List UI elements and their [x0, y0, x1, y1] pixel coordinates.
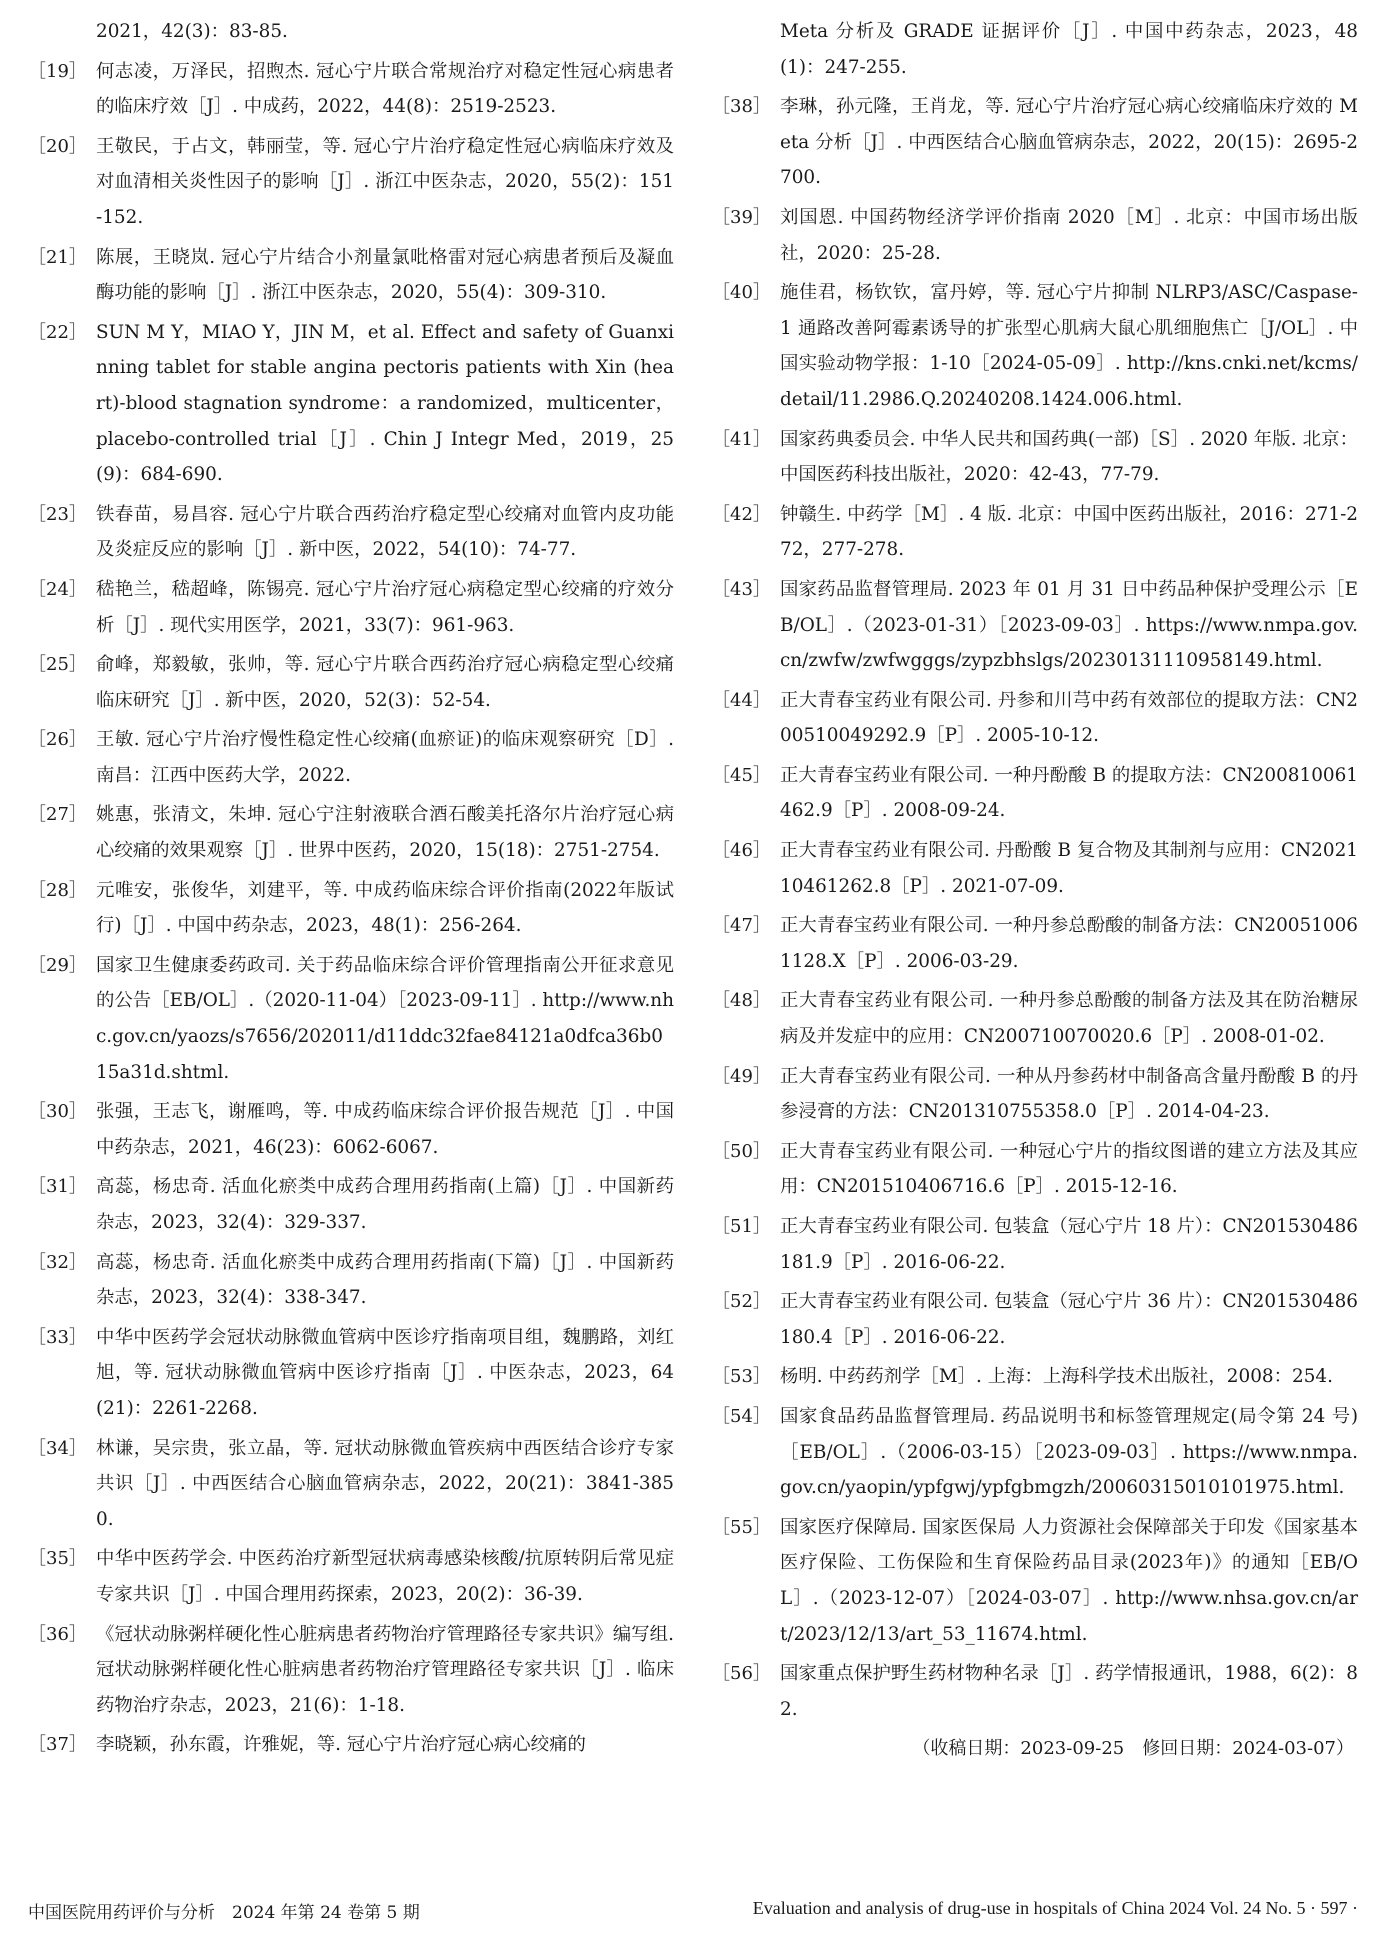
reference-text: 王敏. 冠心宁片治疗慢性稳定性心绞痛(血瘀证)的临床观察研究［D］. 南昌：江西中医药大学，2022. [96, 729, 674, 786]
reference-number: ［32］ [28, 1251, 87, 1273]
reference-text: 铁春苗，易昌容. 冠心宁片联合西药治疗稳定型心绞痛对血管内皮功能及炎症反应的影响［J］. 新中医，2022，54(10)：74-77. [96, 503, 674, 561]
reference-entry [712, 983, 1358, 1054]
reference-entry [712, 1656, 1358, 1727]
reference-entry [28, 572, 674, 643]
reference-entry [712, 1399, 1358, 1506]
reference-number: ［30］ [28, 1101, 87, 1123]
reference-number: ［23］ [28, 503, 87, 525]
reference-text: 元唯安，张俊华，刘建平，等. 中成药临床综合评价指南(2022年版试行)［J］. 中国中药杂志，2023，48(1)：256-264. [96, 879, 674, 937]
reference-number: ［31］ [28, 1176, 87, 1198]
reference-number: ［43］ [712, 578, 771, 600]
reference-text: 正大青春宝药业有限公司. 一种丹酚酸 B 的提取方法：CN200810061462.9［P］. 2008-09-24. [780, 764, 1358, 822]
reference-number: ［51］ [712, 1216, 771, 1237]
reference-number: ［25］ [28, 654, 87, 676]
reference-entry [712, 683, 1358, 754]
reference-number: ［40］ [712, 282, 771, 304]
reference-number: ［54］ [712, 1405, 771, 1427]
reference-number: ［27］ [28, 804, 87, 826]
reference-text: 李琳，孙元隆，王肖龙，等. 冠心宁片治疗冠心病心绞痛临床疗效的 Meta 分析［J］. 中西医结合心脑血管病杂志，2022，20(15)：2695-2700. [780, 96, 1358, 189]
reference-entry [712, 200, 1358, 271]
reference-entry [712, 572, 1358, 679]
reference-entry [712, 833, 1358, 904]
reference-number: ［36］ [28, 1623, 87, 1645]
reference-number: ［19］ [28, 60, 87, 82]
reference-number: ［37］ [28, 1734, 87, 1756]
reference-number: ［50］ [712, 1140, 771, 1162]
reference-entry [28, 647, 674, 718]
reference-text: 施佳君，杨钦钦，富丹婷，等. 冠心宁片抑制 NLRP3/ASC/Caspase-1 通路改善阿霉素诱导的扩张型心肌病大鼠心肌细胞焦亡［J/OL］. 中国实验动物学报：1-10［2024-05-09］. http://kns.cnki.net/kcms/detail/11.2986.Q.20240208.1424.006.html. [780, 282, 1358, 410]
reference-entry [28, 240, 674, 311]
reference-number: ［26］ [28, 729, 87, 751]
reference-entry [712, 908, 1358, 979]
reference-number: ［21］ [28, 246, 87, 268]
reference-entry [28, 1617, 674, 1724]
reference-entry [712, 1510, 1358, 1652]
page-footer [28, 1898, 1358, 1928]
reference-number: ［35］ [28, 1548, 87, 1570]
reference-number: ［29］ [28, 954, 87, 976]
reference-entry [28, 1727, 674, 1763]
reference-text: 李晓颖，孙东霞，许雅妮，等. 冠心宁片治疗冠心病心绞痛的 [96, 1734, 586, 1756]
reference-entry [28, 797, 674, 868]
reference-number: ［34］ [28, 1437, 87, 1459]
reference-text: 高蕊，杨忠奇. 活血化瘀类中成药合理用药指南(下篇)［J］. 中国新药杂志，2023，32(4)：338-347. [96, 1251, 674, 1309]
reference-text: 杨明. 中药药剂学［M］. 上海：上海科学技术出版社，2008：254. [780, 1366, 1333, 1388]
reference-text: 正大青春宝药业有限公司. 一种从丹参药材中制备高含量丹酚酸 B 的丹参浸膏的方法：CN201310755358.0［P］. 2014-04-23. [780, 1065, 1358, 1123]
journal-name-footer: 中国医院用药评价与分析 2024 年第 24 卷第 5 期 [28, 1903, 420, 1923]
reference-number: ［46］ [712, 840, 771, 862]
reference-entry [712, 275, 1358, 417]
reference-entry [712, 497, 1358, 568]
reference-number: ［28］ [28, 879, 87, 901]
reference-number: ［24］ [28, 578, 87, 600]
reference-number: ［45］ [712, 764, 771, 786]
reference-number: ［55］ [712, 1516, 771, 1538]
reference-number: ［47］ [712, 915, 771, 937]
reference-entry [28, 1320, 674, 1427]
reference-text: 姚惠，张清文，朱坤. 冠心宁注射液联合酒石酸美托洛尔片治疗冠心病心绞痛的效果观察［J］. 世界中医药，2020，15(18)：2751-2754. [96, 804, 674, 862]
reference-number: ［52］ [712, 1291, 771, 1313]
reference-entry [712, 758, 1358, 829]
reference-entry [28, 1431, 674, 1538]
reference-text: 正大青春宝药业有限公司. 包装盒（冠心宁片 18 片）：CN201530486181.9［P］. 2016-06-22. [780, 1216, 1358, 1273]
reference-entry [712, 1284, 1358, 1355]
references-left-column [28, 14, 674, 1767]
reference-text: 中华中医药学会冠状动脉微血管病中医诊疗指南项目组，魏鹏路，刘红旭，等. 冠状动脉微血管病中医诊疗指南［J］. 中医杂志，2023，64(21)：2261-2268. [96, 1326, 674, 1419]
reference-text: 国家药典委员会. 中华人民共和国药典(一部)［S］. 2020 年版. 北京：中国医药科技出版社，2020：42-43，77-79. [780, 428, 1358, 486]
reference-text: 正大青春宝药业有限公司. 丹酚酸 B 复合物及其制剂与应用：CN202110461262.8［P］. 2021-07-09. [780, 840, 1358, 897]
reference-text: 国家医疗保障局. 国家医保局 人力资源社会保障部关于印发《国家基本医疗保险、工伤保险和生育保险药品目录(2023年)》的通知［EB/OL］.（2023-12-07）［2024-03-07］. http://www.nhsa.gov.cn/art/2023/12/13/art_53_11674.html. [780, 1516, 1358, 1645]
reference-text: 嵇艳兰，嵇超峰，陈锡亮. 冠心宁片治疗冠心病稳定型心绞痛的疗效分析［J］. 现代实用医学，2021，33(7)：961-963. [96, 578, 674, 636]
reference-text: 2021，42(3)：83-85. [96, 21, 288, 42]
reference-number: ［44］ [712, 689, 771, 711]
reference-text: 张强，王志飞，谢雁鸣，等. 中成药临床综合评价报告规范［J］. 中国中药杂志，2021，46(23)：6062-6067. [96, 1101, 674, 1158]
reference-number: ［38］ [712, 96, 771, 118]
reference-number: ［20］ [28, 135, 87, 157]
reference-text: Meta 分析及 GRADE 证据评价［J］. 中国中药杂志，2023，48(1)：247-255. [780, 21, 1358, 78]
reference-text: 国家卫生健康委药政司. 关于药品临床综合评价管理指南公开征求意见的公告［EB/OL］.（2020-11-04）［2023-09-11］. http://www.nhc.gov.cn/yaozs/s7656/202011/d11ddc32fae84121a0dfca36b015a31d.shtml. [96, 954, 674, 1083]
reference-number: ［53］ [712, 1366, 771, 1388]
reference-text: 正大青春宝药业有限公司. 丹参和川芎中药有效部位的提取方法：CN200510049292.9［P］. 2005-10-12. [780, 689, 1358, 747]
journal-english-footer: Evaluation and analysis of drug-use in hospitals of China 2024 Vol. 24 No. 5 · 597 · [752, 1898, 1358, 1918]
reference-number: ［33］ [28, 1326, 87, 1348]
reference-number: ［39］ [712, 206, 771, 228]
reference-text: 国家药品监督管理局. 2023 年 01 月 31 日中药品种保护受理公示［EB/OL］.（2023-01-31）［2023-09-03］. https://www.nmpa.gov.cn/zwfw/zwfwgggs/zypzbhslgs/20230131110958149.html. [780, 578, 1358, 672]
reference-text: 《冠状动脉粥样硬化性心脏病患者药物治疗管理路径专家共识》编写组. 冠状动脉粥样硬化性心脏病患者药物治疗管理路径专家共识［J］. 临床药物治疗杂志，2023，21(6)：1-18. [96, 1623, 674, 1716]
reference-number: ［49］ [712, 1065, 771, 1087]
reference-number: ［48］ [712, 990, 771, 1012]
reference-text: 正大青春宝药业有限公司. 一种冠心宁片的指纹图谱的建立方法及其应用：CN201510406716.6［P］. 2015-12-16. [780, 1140, 1358, 1198]
reference-entry [712, 1134, 1358, 1205]
reference-entry [28, 54, 674, 125]
reference-number: ［42］ [712, 503, 771, 525]
reference-entry [712, 422, 1358, 493]
reference-text: 正大青春宝药业有限公司. 一种丹参总酚酸的制备方法及其在防治糖尿病及并发症中的应用：CN200710070020.6［P］. 2008-01-02. [780, 990, 1358, 1048]
reference-text: 陈展，王晓岚. 冠心宁片结合小剂量氯吡格雷对冠心病患者预后及凝血酶功能的影响［J］. 浙江中医杂志，2020，55(4)：309-310. [96, 246, 674, 304]
reference-number: ［41］ [712, 428, 771, 450]
reference-text: 林谦，吴宗贵，张立晶，等. 冠状动脉微血管疾病中西医结合诊疗专家共识［J］. 中西医结合心脑血管病杂志，2022，20(21)：3841-3850. [96, 1437, 674, 1530]
reference-number: ［22］ [28, 321, 87, 343]
reference-text: 正大青春宝药业有限公司. 一种丹参总酚酸的制备方法：CN200510061128.X［P］. 2006-03-29. [780, 915, 1358, 972]
reference-entry [28, 129, 674, 236]
reference-entry [28, 1094, 674, 1165]
reference-entry [712, 1209, 1358, 1280]
reference-entry [712, 1059, 1358, 1130]
reference-entry [28, 1541, 674, 1612]
reference-number: ［56］ [712, 1663, 771, 1685]
reference-entry [712, 1359, 1358, 1395]
reference-text: 中华中医药学会. 中医药治疗新型冠状病毒感染核酸/抗原转阴后常见症专家共识［J］. 中国合理用药探索，2023，20(2)：36-39. [96, 1548, 674, 1605]
reference-text: 高蕊，杨忠奇. 活血化瘀类中成药合理用药指南(上篇)［J］. 中国新药杂志，2023，32(4)：329-337. [96, 1176, 674, 1233]
reference-text: SUN M Y，MIAO Y，JIN M，et al. Effect and safety of Guanxinning tablet for stable angina pectoris patients with Xin (heart)-blood stagnation syndrome：a randomized，multicenter，placebo-controlled trial［J］. Chin J Integr Med，2019，25(9)：684-690. [96, 321, 674, 486]
reference-text: 王敬民，于占文，韩丽莹，等. 冠心宁片治疗稳定性冠心病临床疗效及对血清相关炎性因子的影响［J］. 浙江中医杂志，2020，55(2)：151-152. [96, 135, 674, 228]
reference-entry [28, 873, 674, 944]
reference-entry [28, 14, 674, 50]
reference-entry [28, 315, 674, 493]
reference-text: 俞峰，郑毅敏，张帅，等. 冠心宁片联合西药治疗冠心病稳定型心绞痛临床研究［J］. 新中医，2020，52(3)：52-54. [96, 654, 674, 711]
reference-entry [28, 1245, 674, 1316]
reference-text: 国家食品药品监督管理局. 药品说明书和标签管理规定(局令第 24 号)［EB/OL］.（2006-03-15）［2023-09-03］. https://www.nmpa.gov.cn/yaopin/ypfgwj/ypfgbmgzh/20060315010101975.html. [780, 1405, 1358, 1499]
reference-text: 正大青春宝药业有限公司. 包装盒（冠心宁片 36 片）：CN201530486180.4［P］. 2016-06-22. [780, 1291, 1358, 1348]
references-right-column [712, 14, 1358, 1767]
reference-entry [28, 1169, 674, 1240]
reference-text: 何志凌，万泽民，招煦杰. 冠心宁片联合常规治疗对稳定性冠心病患者的临床疗效［J］. 中成药，2022，44(8)：2519-2523. [96, 60, 674, 118]
reference-entry [712, 14, 1358, 85]
reference-text: 国家重点保护野生药材物种名录［J］. 药学情报通讯，1988，6(2)：82. [780, 1663, 1358, 1720]
reference-entry [28, 497, 674, 568]
reference-text: 刘国恩. 中国药物经济学评价指南 2020［M］. 北京：中国市场出版社，2020：25-28. [780, 206, 1358, 264]
reference-entry [28, 722, 674, 793]
reference-text: 钟赣生. 中药学［M］. 4 版. 北京：中国中医药出版社，2016：271-272，277-278. [780, 503, 1358, 561]
reference-entry [712, 89, 1358, 196]
reference-entry [28, 948, 674, 1090]
received-date-note: （收稿日期：2023-09-25 修回日期：2024-03-07） [912, 1738, 1354, 1760]
